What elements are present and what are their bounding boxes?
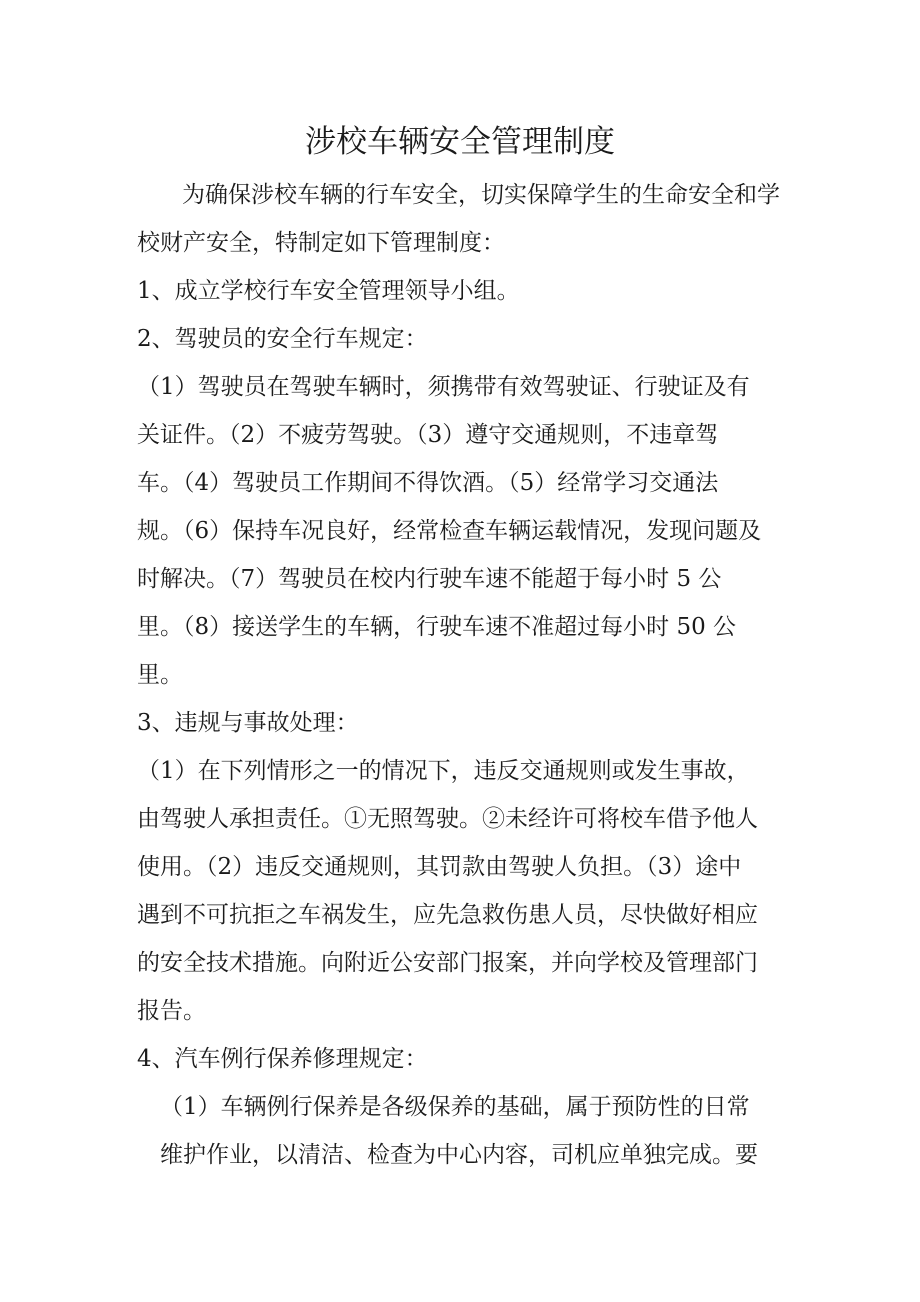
document-title: 涉校车辆安全管理制度	[305, 124, 615, 160]
paragraph-line: 报告。	[137, 998, 206, 1024]
paragraph-line: （1）驾驶员在驾驶车辆时，须携带有效驾驶证、行驶证及有	[137, 374, 750, 400]
paragraph-line: 车。（4）驾驶员工作期间不得饮酒。（5）经常学习交通法	[137, 470, 719, 496]
paragraph-line: 为确保涉校车辆的行车安全，切实保障学生的生命安全和学	[182, 182, 780, 208]
paragraph-line: 4、汽车例行保养修理规定：	[137, 1046, 428, 1072]
paragraph-line: 使用。（2）违反交通规则，其罚款由驾驶人负担。（3）途中	[137, 854, 742, 880]
paragraph-line: 3、违规与事故处理：	[137, 710, 359, 736]
paragraph-line: 的安全技术措施。向附近公安部门报案，并向学校及管理部门	[137, 950, 758, 976]
paragraph-line: （1）车辆例行保养是各级保养的基础，属于预防性的日常	[160, 1094, 750, 1120]
paragraph-line: 时解决。（7）驾驶员在校内行驶车速不能超于每小时 5 公	[137, 566, 722, 592]
paragraph-line: 里。	[137, 662, 183, 688]
paragraph-line: 1、成立学校行车安全管理领导小组。	[137, 278, 520, 304]
paragraph-line: 规。（6）保持车况良好，经常检查车辆运载情况，发现问题及	[137, 518, 762, 544]
paragraph-line: 校财产安全，特制定如下管理制度：	[137, 230, 505, 256]
paragraph-line: 维护作业，以清洁、检查为中心内容，司机应单独完成。要	[160, 1142, 758, 1168]
paragraph-line: 遇到不可抗拒之车祸发生，应先急救伤患人员，尽快做好相应	[137, 902, 758, 928]
paragraph-line: 关证件。（2）不疲劳驾驶。（3）遵守交通规则，不违章驾	[137, 422, 719, 448]
paragraph-line: （1）在下列情形之一的情况下，违反交通规则或发生事故，	[137, 758, 750, 784]
paragraph-line: 里。（8）接送学生的车辆，行驶车速不准超过每小时 50 公	[137, 614, 737, 640]
paragraph-line: 由驾驶人承担责任。①无照驾驶。②未经许可将校车借予他人	[137, 806, 758, 832]
paragraph-line: 2、驾驶员的安全行车规定：	[137, 326, 428, 352]
